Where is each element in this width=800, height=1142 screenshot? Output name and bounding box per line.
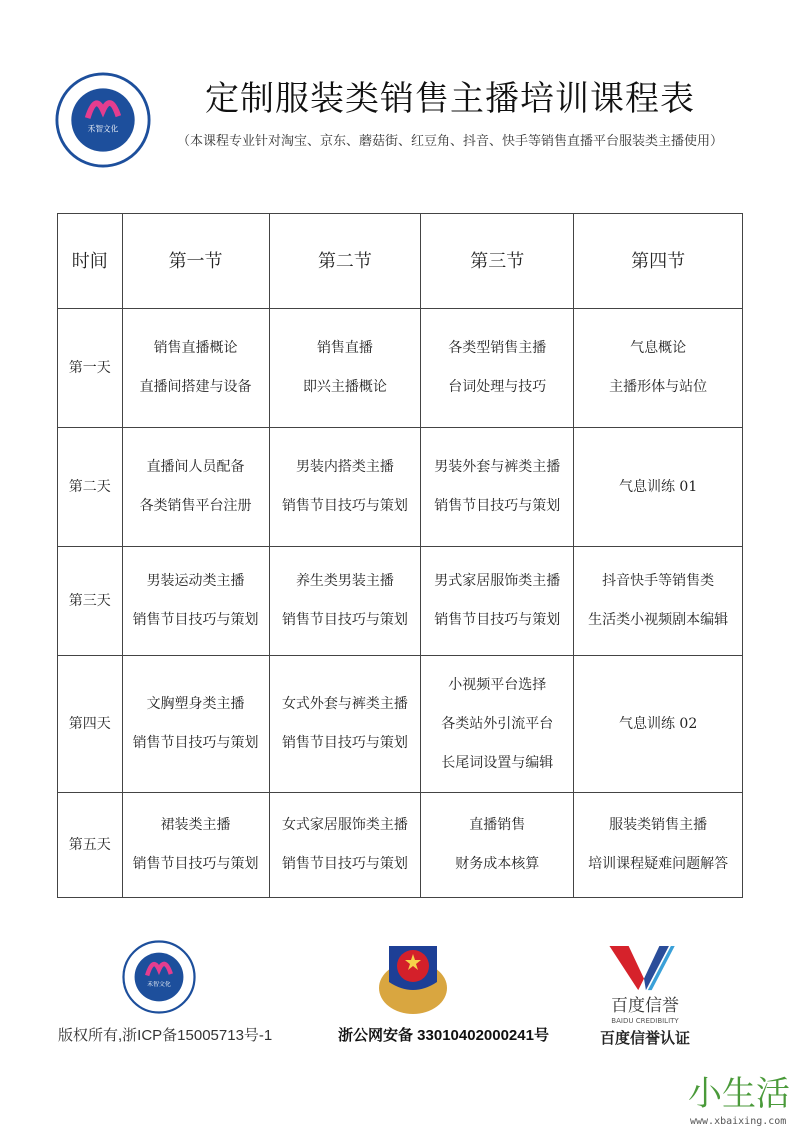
- session-cell: [421, 309, 574, 428]
- session-cell: [122, 656, 269, 793]
- company-logo-small: [122, 940, 196, 1014]
- column-header: 第一节: [122, 214, 269, 309]
- session-line: 培训课程疑难问题解答: [588, 856, 729, 872]
- table-row: [58, 793, 743, 898]
- session-cell: [269, 793, 421, 898]
- table-row: [58, 309, 743, 428]
- session-line: 服装类销售主播: [609, 817, 708, 833]
- session-line: 财务成本核算: [455, 856, 540, 872]
- table-row: [58, 656, 743, 793]
- session-line: 气息训练 02: [618, 715, 698, 732]
- column-header: 时间: [58, 214, 123, 309]
- watermark-url: www.xbaixing.com: [690, 1116, 787, 1127]
- session-cell: [421, 793, 574, 898]
- column-header: 第二节: [269, 214, 421, 309]
- session-line: 男装内搭类主播: [295, 459, 394, 475]
- session-cell: [122, 309, 269, 428]
- session-line: 销售节目技巧与策划: [281, 856, 408, 872]
- page-title: 定制服装类销售主播培训课程表: [205, 79, 695, 119]
- session-line: 销售节目技巧与策划: [132, 856, 259, 872]
- day-cell: 第二天: [58, 428, 123, 547]
- baidu-logo-title: 百度信誉: [611, 996, 679, 1016]
- session-line: 气息概论: [630, 340, 687, 356]
- session-line: 销售节目技巧与策划: [434, 612, 561, 628]
- table-row: [58, 428, 743, 547]
- session-line: 各类销售平台注册: [139, 498, 252, 514]
- session-cell: [269, 428, 421, 547]
- session-line: 销售节目技巧与策划: [434, 498, 561, 514]
- session-line: 抖音快手等销售类: [602, 573, 715, 589]
- day-cell: 第一天: [58, 309, 123, 428]
- session-line: 女式家居服饰类主播: [281, 817, 408, 833]
- column-header: 第三节: [421, 214, 574, 309]
- session-line: 男装运动类主播: [146, 573, 245, 589]
- session-line: 小视频平台选择: [448, 676, 547, 693]
- page-subtitle: （本课程专业针对淘宝、京东、蘑菇街、红豆角、抖音、快手等销售直播平台服装类主播使用）: [176, 134, 723, 149]
- session-cell: [574, 793, 743, 898]
- session-cell: [421, 656, 574, 793]
- session-line: 裙装类主播: [160, 817, 231, 833]
- baidu-credibility-logo: [608, 946, 680, 994]
- session-cell: [269, 309, 421, 428]
- session-cell: [421, 547, 574, 656]
- session-line: 台词处理与技巧: [448, 379, 547, 395]
- session-cell: [574, 547, 743, 656]
- session-line: 女式外套与裤类主播: [281, 696, 408, 712]
- session-cell: [269, 547, 421, 656]
- session-line: 直播间搭建与设备: [139, 379, 252, 395]
- session-line: 销售直播: [316, 340, 373, 356]
- session-cell: [574, 656, 743, 793]
- police-emblem: [375, 938, 451, 1016]
- watermark: 小生活: [688, 1074, 790, 1114]
- course-schedule-table: [57, 213, 743, 898]
- day-cell: 第五天: [58, 793, 123, 898]
- session-cell: [574, 428, 743, 547]
- session-line: 销售节目技巧与策划: [281, 612, 408, 628]
- session-line: 销售直播概论: [153, 340, 238, 356]
- baidu-text: 百度信誉认证: [600, 1030, 691, 1047]
- session-line: 男式家居服饰类主播: [434, 573, 561, 589]
- day-cell: 第四天: [58, 656, 123, 793]
- table-row: [58, 547, 743, 656]
- company-logo: [55, 72, 151, 168]
- session-line: 文胸塑身类主播: [146, 696, 245, 712]
- svg-text:禾智文化: 禾智文化: [147, 981, 171, 988]
- column-header: 第四节: [574, 214, 743, 309]
- session-line: 各类站外引流平台: [441, 715, 554, 732]
- session-line: 销售节目技巧与策划: [132, 612, 259, 628]
- session-cell: [122, 793, 269, 898]
- session-line: 销售节目技巧与策划: [281, 735, 408, 751]
- session-cell: [122, 547, 269, 656]
- session-line: 男装外套与裤类主播: [434, 459, 561, 475]
- session-cell: [574, 309, 743, 428]
- baidu-logo-subtitle: BAIDU CREDIBILITY: [611, 1017, 679, 1025]
- session-cell: [269, 656, 421, 793]
- day-cell: 第三天: [58, 547, 123, 656]
- session-line: 长尾词设置与编辑: [441, 754, 554, 771]
- session-line: 养生类男装主播: [295, 573, 394, 589]
- session-line: 气息训练 01: [618, 478, 698, 495]
- session-cell: [421, 428, 574, 547]
- session-cell: [122, 428, 269, 547]
- police-record-text: 浙公网安备 33010402000241号: [338, 1027, 549, 1044]
- session-line: 直播销售: [469, 817, 526, 833]
- session-line: 即兴主播概论: [302, 379, 387, 395]
- session-line: 销售节目技巧与策划: [132, 735, 259, 751]
- icp-text: 版权所有,浙ICP备15005713号-1: [58, 1027, 273, 1044]
- session-line: 直播间人员配备: [146, 459, 245, 475]
- svg-text:禾智文化: 禾智文化: [87, 124, 119, 134]
- header-row: [58, 214, 743, 309]
- session-line: 各类型销售主播: [448, 340, 547, 356]
- session-line: 销售节目技巧与策划: [281, 498, 408, 514]
- session-line: 生活类小视频剧本编辑: [588, 612, 729, 628]
- session-line: 主播形体与站位: [609, 379, 708, 395]
